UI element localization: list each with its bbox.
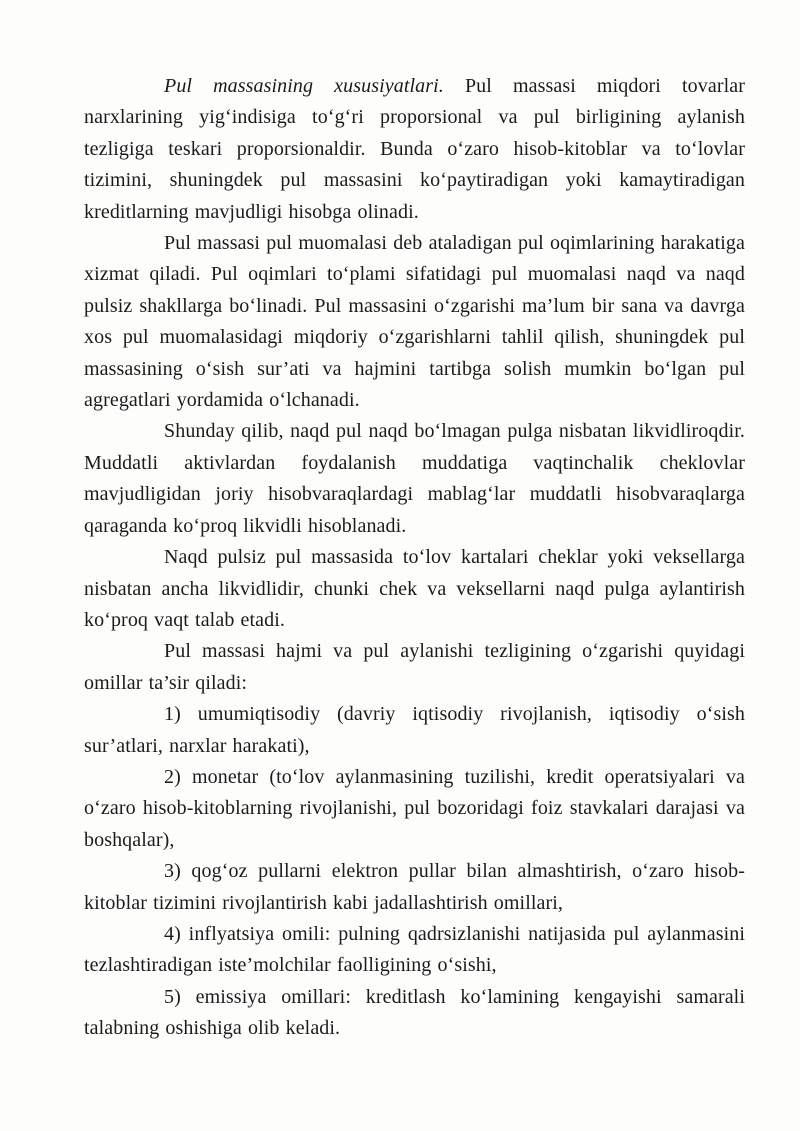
paragraph-factors-intro: Pul massasi hajmi va pul aylanishi tezligining o‘zgarishi quyidagi omillar ta’sir qiladi:	[84, 640, 745, 694]
paragraph-money-circulation: Pul massasi pul muomalasi deb ataladigan pul oqimlarining harakatiga xizmat qiladi. Pul oqimlari to‘plami sifatidagi pul muomalasi naqd va naqd pulsiz shakllarga bo‘linadi. Pul massasini o‘zgarishi ma’lum bir sana va davrga xos pul muomalasidagi miqdoriy o‘zgarishlarni tahlil qilish, shuningdek pul massasining o‘sish sur’ati va hajmini tartibga solish mumkin bo‘lgan pul agregatlari yordamida o‘lchanadi.	[84, 232, 745, 412]
paragraph-body-text: Pul massasi miqdori tovarlar narxlarining yig‘indisiga to‘g‘ri proporsional va pul birligining aylanish tezligiga teskari proporsionaldir. Bunda o‘zaro hisob-kitoblar va to‘lovlar tizimini, shuningdek pul massasini ko‘paytiradigan yoki kamaytiradigan kreditlarning mavjudligi hisobga olinadi.	[84, 75, 745, 223]
paragraph-lead-italic: Pul massasining xususiyatlari.	[164, 75, 444, 97]
list-item-4-inflation: 4) inflyatsiya omili: pulning qadrsizlanishi natijasida pul aylanmasini tezlashtiradigan iste’molchilar faolligining o‘sishi,	[84, 922, 745, 977]
list-item-5-emission: 5) emissiya omillari: kreditlash ko‘lamining kengayishi samarali talabning oshishiga olib keladi.	[84, 985, 745, 1040]
paragraph-liquidity-cash: Shunday qilib, naqd pul naqd bo‘lmagan pulga nisbatan likvidliroqdir. Muddatli aktivlardan foydalanish muddatiga vaqtinchalik cheklovlar mavjudligidan joriy hisobvaraqlardagi mablag‘lar muddatli hisobvaraqlarga qaraganda ko‘proq likvidli hisoblanadi.	[84, 420, 745, 537]
list-item-1-general-economic: 1) umumiqtisodiy (davriy iqtisodiy rivojlanish, iqtisodiy o‘sish sur’atlari, narxlar harakati),	[84, 703, 745, 757]
paragraph-noncash-liquidity: Naqd pulsiz pul massasida to‘lov kartalari cheklar yoki veksellarga nisbatan ancha likvidlidir, chunki chek va veksellarni naqd pulga aylantirish ko‘proq vaqt talab etadi.	[84, 546, 745, 631]
list-item-3-electronic-money: 3) qog‘oz pullarni elektron pullar bilan almashtirish, o‘zaro hisob-kitoblar tizimini rivojlantirish kabi jadallashtirish omillari,	[84, 860, 745, 914]
list-item-2-monetary: 2) monetar (to‘lov aylanmasining tuzilishi, kredit operatsiyalari va o‘zaro hisob-kitoblarning rivojlanishi, pul bozoridagi foiz stavkalari darajasi va boshqalar),	[84, 765, 745, 851]
paragraph-money-supply-properties	[84, 71, 745, 228]
text-block	[84, 71, 745, 1045]
